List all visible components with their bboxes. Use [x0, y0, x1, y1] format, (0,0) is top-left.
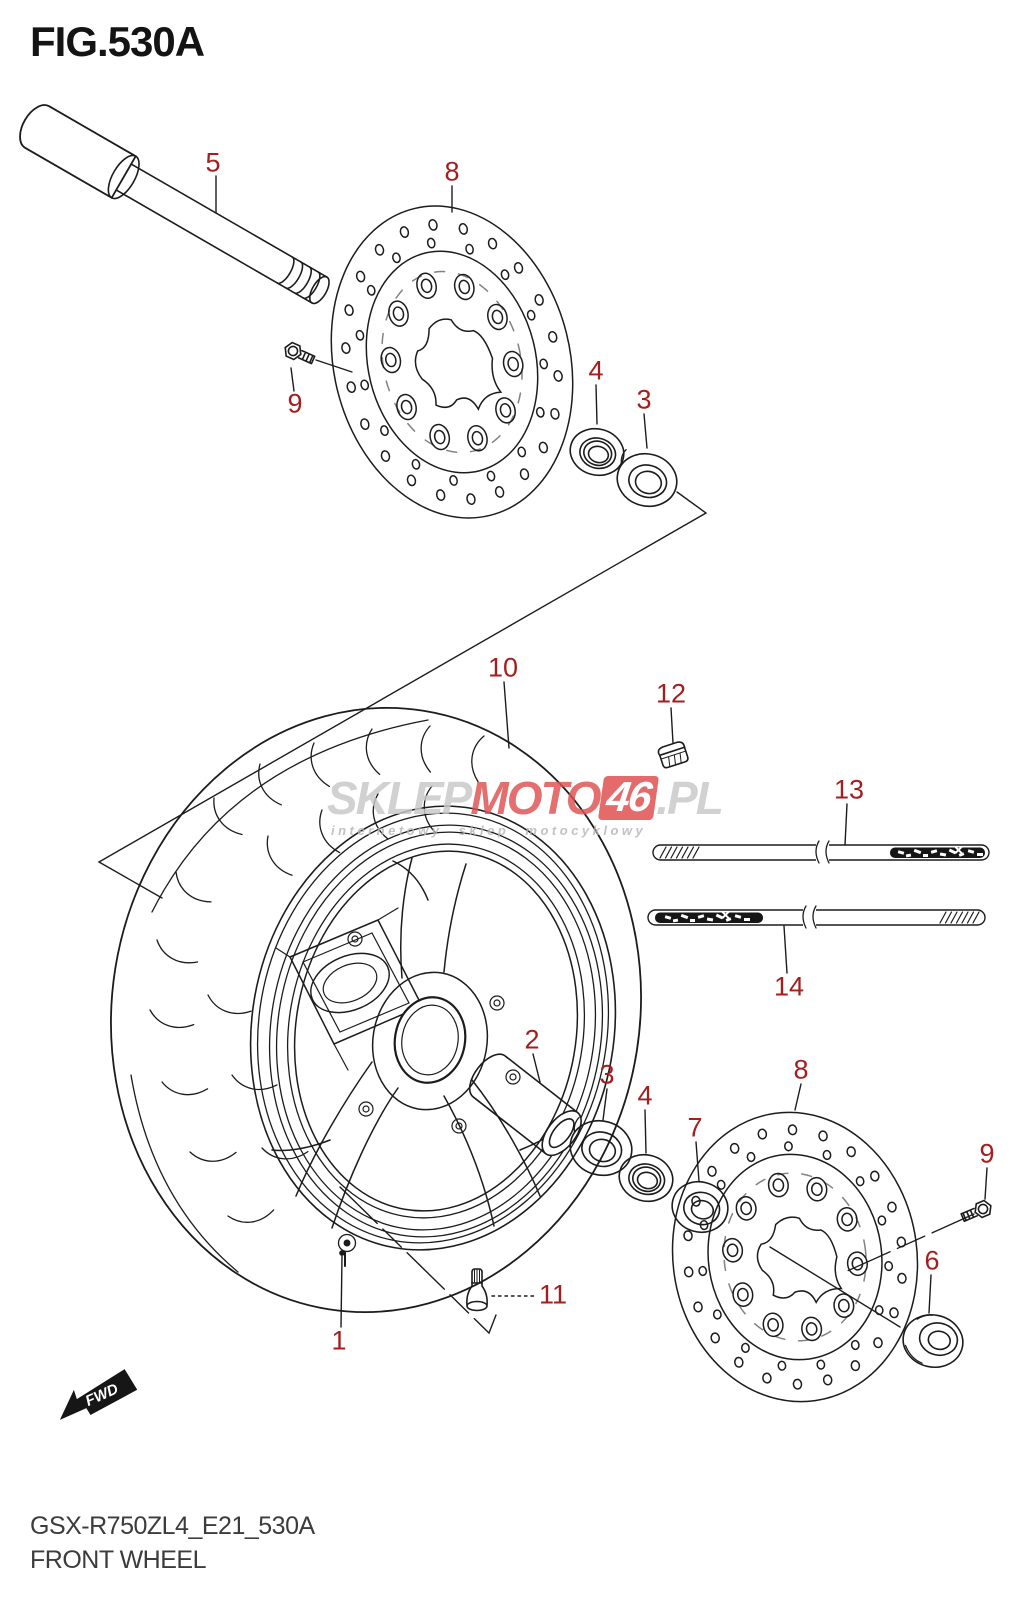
- tire: [68, 669, 687, 1350]
- fwd-arrow: [53, 1368, 138, 1427]
- callout-2: 2: [524, 1024, 540, 1055]
- callout-9a: 9: [287, 388, 303, 419]
- watermark-word-pl: .PL: [656, 772, 722, 824]
- spacer-collar: [666, 1176, 733, 1239]
- callout-3a: 3: [636, 384, 652, 415]
- watermark-word-moto: MOTO: [470, 772, 600, 824]
- callout-4b: 4: [637, 1080, 653, 1111]
- seal-top: [565, 423, 629, 481]
- bearing-top: [611, 447, 683, 513]
- callout-8a: 8: [444, 156, 460, 187]
- callout-1: 1: [331, 1325, 347, 1356]
- balance-strip-14: [648, 906, 985, 928]
- front-axle: [13, 99, 338, 314]
- callout-13: 13: [833, 774, 865, 805]
- valve-stem: [467, 1269, 487, 1311]
- callout-11: 11: [538, 1279, 568, 1310]
- fwd-label: FWD: [82, 1380, 121, 1410]
- balance-strip-13: [653, 841, 989, 863]
- callout-14: 14: [773, 971, 805, 1002]
- watermark-word-46: 46: [597, 776, 658, 820]
- watermark-word-sklep: SKLEP: [327, 772, 471, 824]
- rim-clip: [657, 741, 689, 769]
- callout-5: 5: [205, 147, 221, 178]
- callout-12: 12: [655, 678, 687, 709]
- watermark-subtitle: internetowy sklep motocyklowy: [331, 823, 647, 838]
- callout-7: 7: [687, 1112, 703, 1143]
- callout-8b: 8: [793, 1054, 809, 1085]
- callout-9b: 9: [979, 1138, 995, 1169]
- footer-model-code: GSX-R750ZL4_E21_530A: [30, 1512, 315, 1540]
- callout-6: 6: [924, 1245, 940, 1276]
- callout-10: 10: [487, 652, 519, 683]
- brake-disc-top: [299, 180, 604, 544]
- bearing-bottom: [564, 1114, 638, 1182]
- callout-3b: 3: [599, 1059, 615, 1090]
- figure-title: FIG.530A: [30, 18, 205, 65]
- seal-bottom: [614, 1149, 678, 1207]
- footer-figure-title: FRONT WHEEL: [30, 1546, 206, 1574]
- assembly-pointer-line: [99, 492, 706, 898]
- callout-4a: 4: [588, 355, 604, 386]
